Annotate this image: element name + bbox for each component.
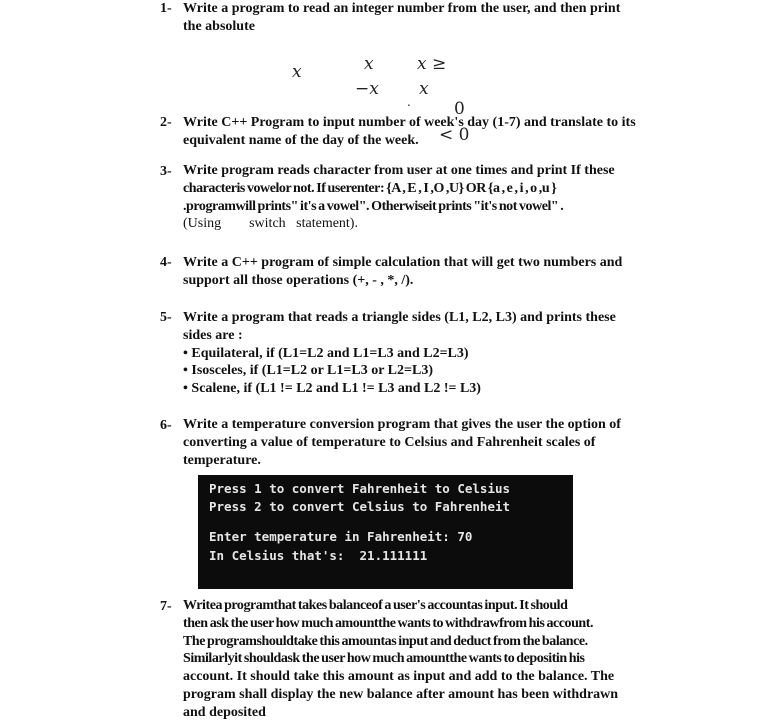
q1-number: 1- — [160, 1, 172, 16]
formula-x-bottom: x — [419, 79, 429, 99]
q6-line3: temperature. — [183, 452, 261, 468]
q5-bullet-isosceles: • Isosceles, if (L1=L2 or L1=L3 or L2=L3) — [183, 363, 433, 379]
q7-text — [183, 597, 653, 722]
q7-line2: then ask the user how much amountthe wants to withdrawfrom his account. — [183, 615, 594, 631]
q3-line3: .programwill prints" it's a vowel". Otherwiseit prints "it's not vowel" . — [183, 198, 564, 214]
q2-text — [183, 114, 653, 150]
q4-number: 4- — [160, 255, 172, 270]
formula-x-geq: x ≥ — [417, 54, 447, 74]
q5-number: 5- — [160, 310, 172, 325]
formula-x-left: x — [292, 62, 302, 82]
q2-line2: equivalent name of the day of the week. — [183, 132, 419, 148]
q7-line5: account. It should take this amount as input and add to the balance. The — [183, 669, 615, 685]
q4-line2: support all those operations (+, - , *, /). — [183, 272, 414, 288]
formula-dot: . — [407, 95, 411, 109]
q7-line3: The programshouldtake this amountas input and deduct from the balance. — [183, 633, 588, 649]
q7-line1: Writea programthat takes balanceof a user's accountas input. It should — [183, 598, 568, 613]
q1-line2: the absolute — [183, 18, 255, 34]
q4-line1: Write a C++ program of simple calculation that will get two numbers and — [183, 255, 623, 270]
q5-line1: Write a program that reads a triangle sides (L1, L2, L3) and prints these — [183, 310, 616, 325]
q5-text — [183, 309, 653, 398]
q1-text — [183, 0, 653, 36]
q1-line1: Write a program to read an integer number from the user, and then print — [183, 1, 621, 16]
formula-x-top: x — [364, 54, 374, 74]
q3-number: 3- — [160, 164, 172, 179]
q5-bullet-equilateral: • Equilateral, if (L1=L2 and L1=L3 and L2=L3) — [183, 345, 469, 361]
console-output — [198, 475, 573, 589]
q2-number: 2- — [160, 115, 172, 130]
formula-neg-x: −x — [355, 79, 379, 99]
console-line-3: Enter temperature in Fahrenheit: 70 — [209, 529, 473, 544]
q7-line6: program shall display the new balance after amount has been withdrawn — [183, 686, 619, 702]
q6-number: 6- — [160, 418, 172, 433]
q3-line1: Write program reads character from user at one times and print If these — [183, 163, 615, 178]
q6-text — [183, 416, 653, 469]
q6-line2: converting a value of temperature to Celsius and Fahrenheit scales of — [183, 434, 596, 450]
console-line-1: Press 1 to convert Fahrenheit to Celsius — [209, 481, 511, 496]
q7-line7: and deposited — [183, 704, 266, 720]
q6-line1: Write a temperature conversion program that gives the user the option of — [183, 417, 621, 432]
console-line-2: Press 2 to convert Celsius to Fahrenheit — [209, 499, 511, 514]
q2-line1: Write C++ Program to input number of week's day (1-7) and translate to its — [183, 115, 636, 130]
q7-line4: Similarlyit shouldask the user how much amountthe wants to depositin his — [183, 651, 585, 667]
q3-line4: (Using switch statement). — [183, 216, 358, 232]
q3-text — [183, 162, 653, 233]
q4-text — [183, 254, 653, 290]
console-line-4: In Celsius that's: 21.111111 — [209, 548, 428, 563]
q5-bullet-scalene: • Scalene, if (L1 != L2 and L1 != L3 and L2 != L3) — [183, 381, 481, 397]
formula-zero: 0 — [454, 99, 465, 119]
q7-number: 7- — [160, 599, 172, 614]
q5-line2: sides are : — [183, 327, 243, 343]
q3-line2: characteris vowelor not. If userenter: {A , E , I ,O ,U} OR {a , e , i , o ,u } — [183, 180, 557, 196]
formula-lt-zero: < 0 — [439, 125, 470, 145]
